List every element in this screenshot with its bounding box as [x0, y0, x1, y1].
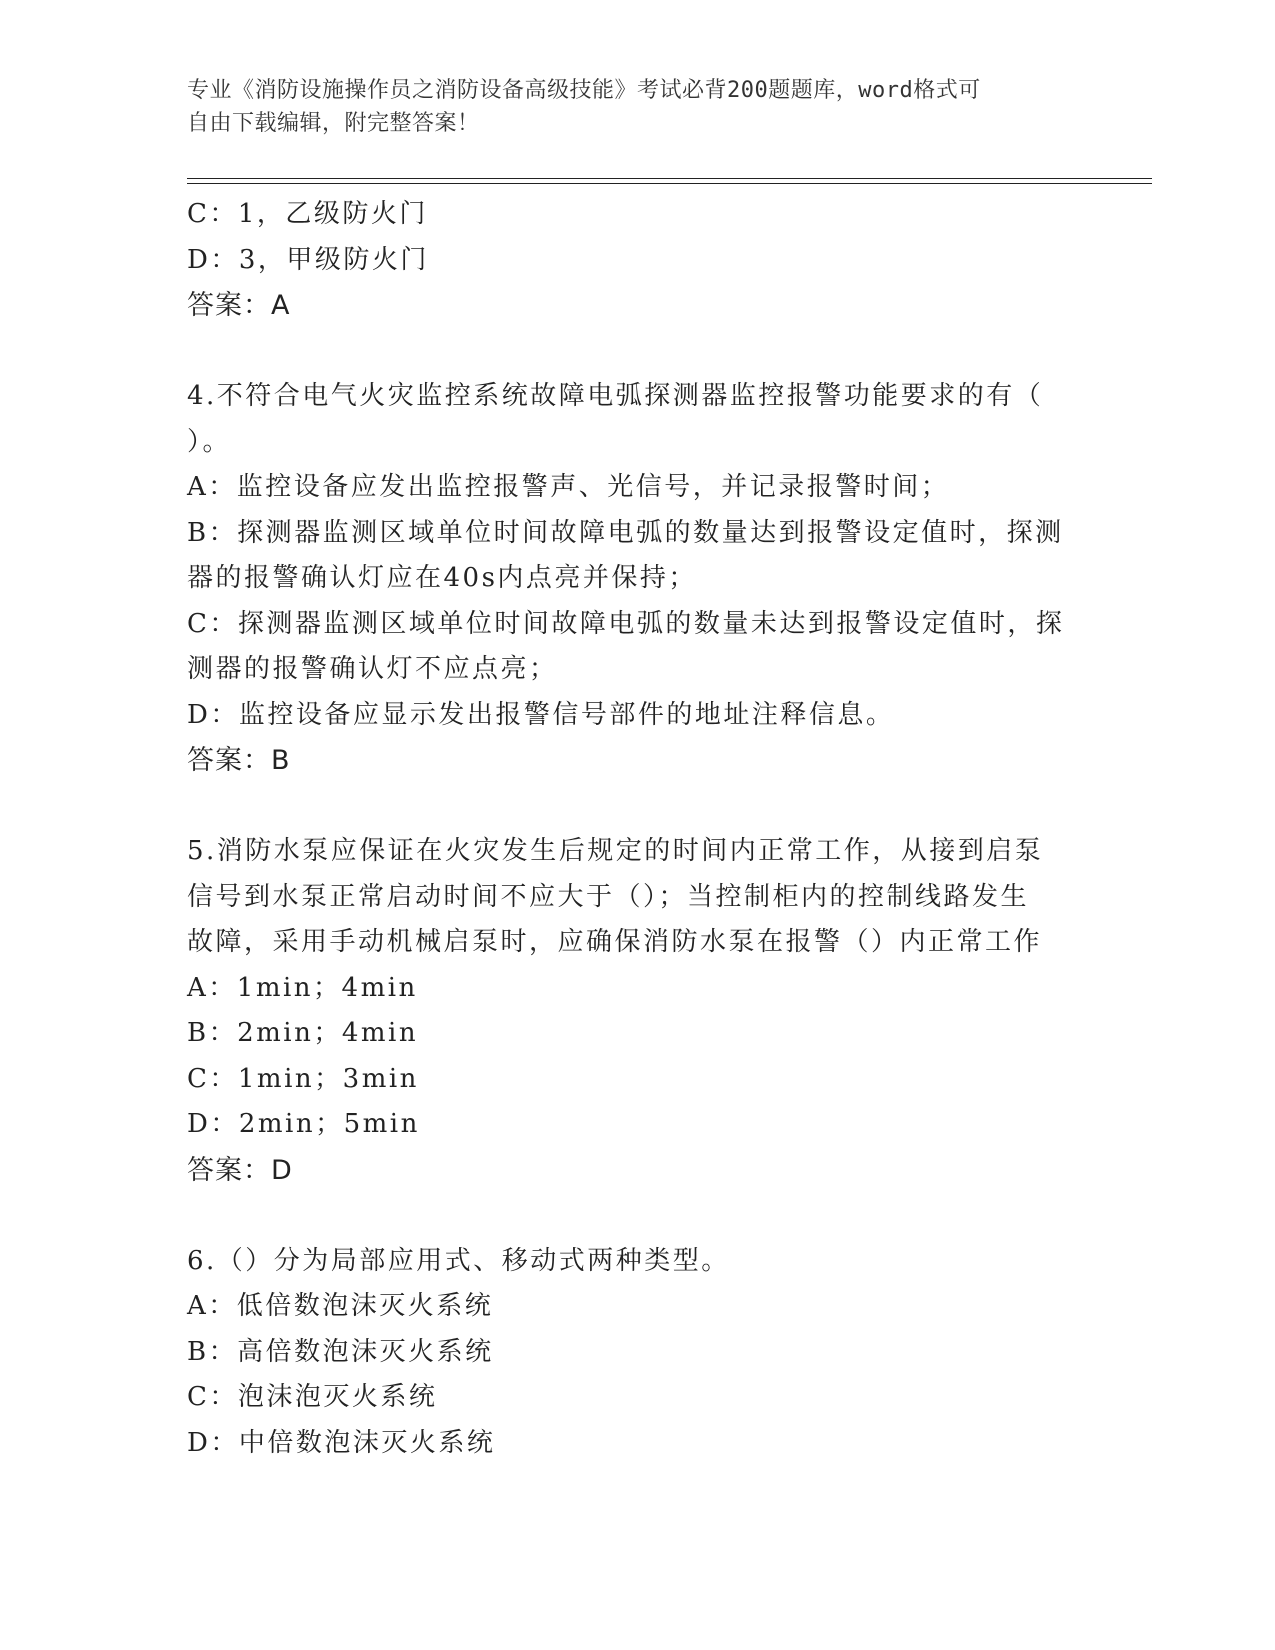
- question-text: 5.消防水泵应保证在火灾发生后规定的时间内正常工作，从接到启泵: [187, 836, 1044, 866]
- option-c: C：泡沫泡灭火系统: [187, 1382, 438, 1412]
- option-b: B：2min；4min: [187, 1018, 419, 1048]
- option-a: A：1min；4min: [187, 972, 418, 1003]
- option-d: D：监控设备应显示发出报警信号部件的地址注释信息。: [187, 699, 895, 730]
- option-d: D：2min；5min: [187, 1109, 420, 1139]
- option-a: A：低倍数泡沫灭火系统: [187, 1291, 494, 1321]
- question-text: 4.不符合电气火灾监控系统故障电弧探测器监控报警功能要求的有（: [187, 381, 1044, 411]
- option-d: D：中倍数泡沫灭火系统: [187, 1427, 496, 1458]
- answer-line: 答案：A: [187, 290, 291, 321]
- answer-line: 答案：B: [187, 745, 291, 776]
- option-c: C：1min；3min: [187, 1063, 419, 1094]
- header-divider-bottom: [187, 183, 1152, 184]
- option-d: D：3，甲级防火门: [187, 244, 429, 275]
- option-c-continued: 测器的报警确认灯不应点亮；: [187, 654, 558, 684]
- question-list: [187, 192, 1087, 1466]
- question-text: 故障，采用手动机械启泵时，应确保消防水泵在报警（）内正常工作: [187, 927, 1043, 957]
- option-a: A：监控设备应发出监控报警声、光信号，并记录报警时间；: [187, 472, 950, 502]
- question-text: ）。: [187, 426, 232, 457]
- question-text: 6.（）分为局部应用式、移动式两种类型。: [187, 1245, 730, 1276]
- option-b: B：探测器监测区域单位时间故障电弧的数量达到报警设定值时，探测: [187, 517, 1064, 548]
- question-5: [187, 829, 1087, 1193]
- answer-line: 答案：D: [187, 1154, 293, 1186]
- question-text: 信号到水泵正常启动时间不应大于（）；当控制柜内的控制线路发生: [187, 881, 1030, 912]
- option-b: B：高倍数泡沫灭火系统: [187, 1336, 494, 1367]
- option-c: C：探测器监测区域单位时间故障电弧的数量未达到报警设定值时，探: [187, 608, 1065, 639]
- question-3-continuation: [187, 192, 1087, 329]
- question-6: [187, 1239, 1087, 1467]
- option-c: C：1，乙级防火门: [187, 199, 428, 229]
- option-b-continued: 器的报警确认灯应在40s内点亮并保持；: [187, 563, 697, 593]
- header-divider-top: [187, 178, 1152, 179]
- header-line-2: 自由下载编辑，附完整答案！: [187, 111, 480, 136]
- header-line-1: 专业《消防设施操作员之消防设备高级技能》考试必背200题题库，word格式可: [187, 78, 981, 103]
- document-header: [187, 74, 1067, 140]
- question-4: [187, 374, 1087, 784]
